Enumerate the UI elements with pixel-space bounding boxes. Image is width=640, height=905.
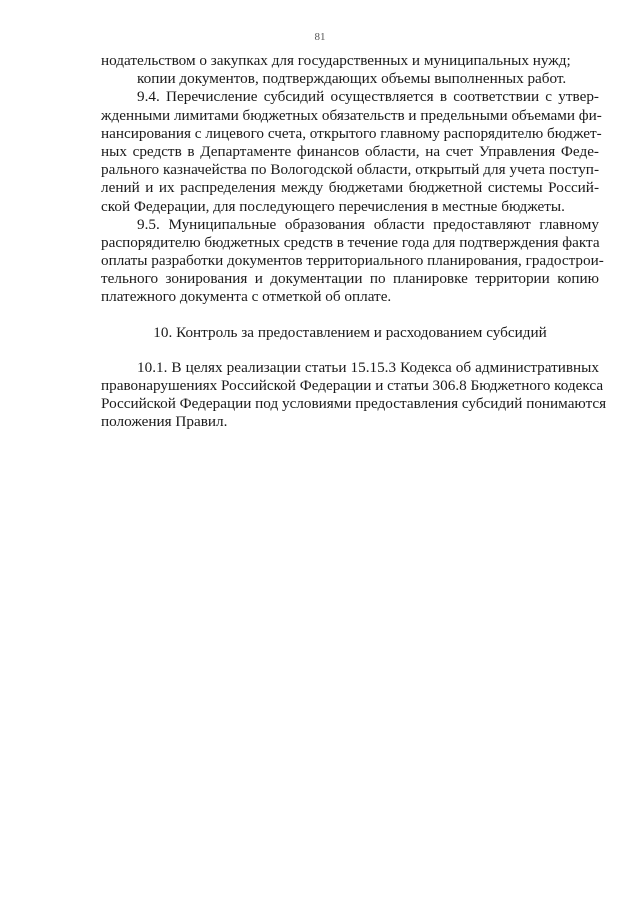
text-line: копии документов, подтверждающих объемы выполненных работ. — [137, 70, 567, 88]
text-line: оплаты разработки документов территориального планирования, градострои- — [101, 252, 604, 270]
text-line: тельного зонирования и документации по планировке территории копию — [101, 270, 599, 288]
document-body — [101, 52, 607, 432]
section-heading: 10. Контроль за предоставлением и расходованием субсидий — [153, 323, 547, 341]
text-line: жденными лимитами бюджетных обязательств и предельными объемами фи- — [101, 106, 602, 124]
text-line: платежного документа с отметкой об оплате. — [101, 288, 392, 306]
page-number: 81 — [314, 31, 326, 43]
text-line: положения Правил. — [101, 413, 228, 431]
text-line: 10.1. В целях реализации статьи 15.15.3 Кодекса об административных — [137, 358, 599, 376]
text-line: 9.4. Перечисление субсидий осуществляется в соответствии с утвер- — [137, 88, 599, 106]
paragraph-gap — [101, 307, 599, 324]
text-line: рального казначейства по Вологодской области, открытый для учета поступ- — [101, 161, 599, 179]
text-line: лений и их распределения между бюджетами бюджетной системы Россий- — [101, 179, 599, 197]
text-line: ных средств в Департаменте финансов области, на счет Управления Феде- — [101, 142, 599, 160]
text-line: правонарушениях Российской Федерации и статьи 306.8 Бюджетного кодекса — [101, 377, 604, 394]
text-line: ской Федерации, для последующего перечисления в местные бюджеты. — [101, 197, 565, 215]
text-line: нансирования с лицевого счета, открытого главному распорядителю бюджет- — [101, 124, 602, 142]
text-line: 9.5. Муниципальные образования области предоставляют главному — [137, 215, 599, 233]
text-line: нодательством о закупках для государственных и муниципальных нужд; — [101, 52, 571, 69]
text-line: Российской Федерации под условиями предоставления субсидий понимаются — [101, 395, 607, 413]
paragraph-gap — [101, 342, 599, 359]
text-line: распорядителю бюджетных средств в течение года для подтверждения факта — [101, 233, 600, 251]
